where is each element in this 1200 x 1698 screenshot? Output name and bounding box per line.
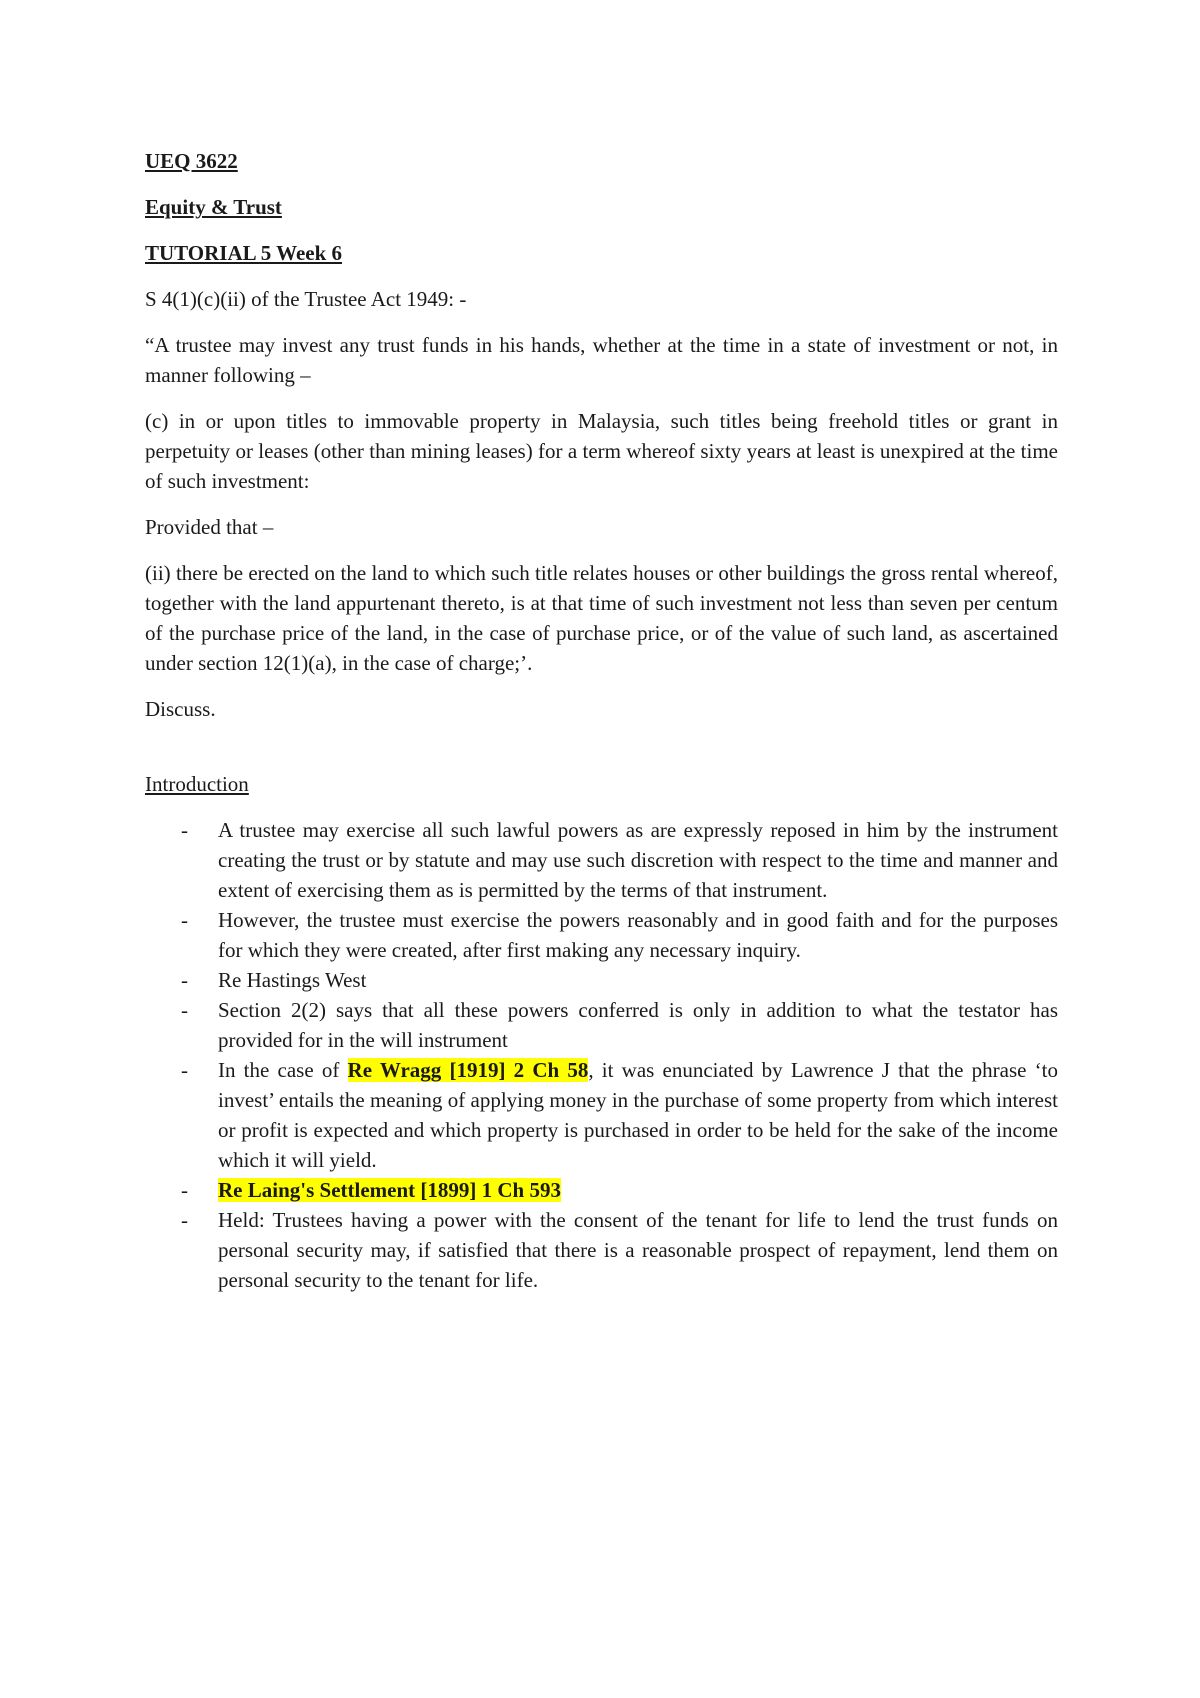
course-name: Equity & Trust (145, 195, 282, 219)
bullet-text: However, the trustee must exercise the powers reasonably and in good faith and for the purposes for which they were created, after first making any necessary inquiry. (218, 908, 1058, 962)
list-item (145, 995, 1058, 1055)
course-code: UEQ 3622 (145, 149, 238, 173)
bullet-text: Held: Trustees having a power with the consent of the tenant for life to lend the trust funds on personal security may, if satisfied that there is a reasonable prospect of repayment, lend them on personal security to the tenant for life. (218, 1208, 1058, 1292)
bullet-dash: - (181, 1058, 188, 1082)
bullet-dash: - (181, 998, 188, 1022)
list-item (145, 905, 1058, 965)
bullet-dash: - (181, 1178, 188, 1202)
bullet-text-suffix: , it was enunciated by Lawrence J that the phrase ‘to invest’ entails the meaning of applying money in the purchase of some property from which interest or profit is expected and which property is purchased in order to be held for the sake of the income which it will yield. (218, 1058, 1058, 1172)
list-item (145, 1205, 1058, 1295)
discuss-instruction: Discuss. (145, 697, 216, 721)
introduction-list (145, 815, 1058, 1295)
introduction-heading: Introduction (145, 772, 249, 796)
case-citation-highlight: Re Wragg [1919] 2 Ch 58 (347, 1058, 589, 1082)
clause-c: (c) in or upon titles to immovable property in Malaysia, such titles being freehold titles or grant in perpetuity or leases (other than mining leases) for a term whereof sixty years at least is unexpired at the time of such investment: (145, 409, 1058, 493)
list-item (145, 965, 1058, 995)
statute-reference: S 4(1)(c)(ii) of the Trustee Act 1949: - (145, 287, 467, 311)
bullet-text: A trustee may exercise all such lawful powers as are expressly reposed in him by the instrument creating the trust or by statute and may use such discretion with respect to the time and manner and extent of exercising them as is permitted by the terms of that instrument. (218, 818, 1058, 902)
case-citation-highlight: Re Laing's Settlement [1899] 1 Ch 593 (218, 1178, 561, 1202)
clause-ii: (ii) there be erected on the land to which such title relates houses or other buildings the gross rental whereof, together with the land appurtenant thereto, is at that time of such investment not less than seven per centum of the purchase price of the land, in the case of purchase price, or of the value of such land, as ascertained under section 12(1)(a), in the case of charge;’. (145, 561, 1058, 675)
document-page (145, 146, 1058, 1295)
bullet-dash: - (181, 908, 188, 932)
bullet-dash: - (181, 818, 188, 842)
bullet-dash: - (181, 968, 188, 992)
quote-intro: “A trustee may invest any trust funds in his hands, whether at the time in a state of investment or not, in manner following – (145, 333, 1058, 387)
tutorial-title: TUTORIAL 5 Week 6 (145, 241, 343, 265)
bullet-text: Re Hastings West (218, 968, 367, 992)
bullet-text-prefix: In the case of (218, 1058, 348, 1082)
list-item (145, 1055, 1058, 1175)
bullet-text: Section 2(2) says that all these powers conferred is only in addition to what the testator has provided for in the will instrument (218, 998, 1058, 1052)
list-item (145, 1175, 1058, 1205)
proviso: Provided that – (145, 515, 274, 539)
bullet-dash: - (181, 1208, 188, 1232)
list-item (145, 815, 1058, 905)
